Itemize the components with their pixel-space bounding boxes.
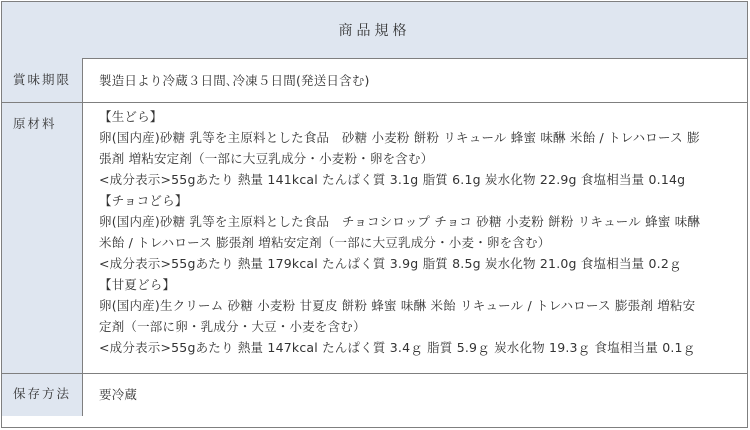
ingredients-line: 定剤（一部に卵・乳成分・大豆・小麦を含む） [99, 319, 366, 334]
page-title: 商品規格 [338, 23, 411, 39]
spec-table-header [2, 2, 747, 59]
expiry-value: 製造日より冷蔵３日間､冷凍５日間(発送日含む) [99, 73, 370, 88]
section-heading-amanatsu-dora: 【甘夏どら】 [99, 277, 176, 292]
expiry-label: 賞味期限 [2, 58, 83, 102]
ingredients-line: 米飴 / トレハロース 膨張剤 増粘安定剤（一部に大豆乳成分・小麦・卵を含む） [99, 235, 551, 250]
ingredients-line: 卵(国内産)砂糖 乳等を主原料とした食品 砂糖 小麦粉 餅粉 リキュール 蜂蜜 味醂 米飴 / トレハロース 膨 [99, 130, 700, 145]
section-heading-choco-dora: 【チョコどら】 [99, 193, 188, 208]
materials-value [99, 103, 735, 358]
section-heading-nama-dora: 【生どら】 [99, 109, 163, 124]
storage-row [2, 374, 747, 416]
product-spec-table [1, 1, 748, 428]
ingredients-line: 卵(国内産)砂糖 乳等を主原料とした食品 チョコシロップ チョコ 砂糖 小麦粉 餅粉 リキュール 蜂蜜 味醂 [99, 214, 701, 229]
nutrition-line: <成分表示>55gあたり 熱量 141kcal たんぱく質 3.1g 脂質 6.1g 炭水化物 22.9g 食塩相当量 0.14g [99, 172, 686, 187]
ingredients-line: 張剤 増粘安定剤（一部に大豆乳成分・小麦粉・卵を含む） [99, 151, 434, 166]
materials-label: 原材料 [2, 103, 83, 373]
storage-label: 保存方法 [2, 374, 83, 416]
materials-row [2, 103, 747, 374]
ingredients-line: 卵(国内産)生クリーム 砂糖 小麦粉 甘夏皮 餅粉 蜂蜜 味醂 米飴 リキュール / トレハロース 膨張剤 増粘安 [99, 298, 696, 313]
nutrition-line: <成分表示>55gあたり 熱量 147kcal たんぱく質 3.4ｇ 脂質 5.9ｇ 炭水化物 19.3ｇ 食塩相当量 0.1ｇ [99, 340, 696, 355]
expiry-row [2, 58, 747, 103]
nutrition-line: <成分表示>55gあたり 熱量 179kcal たんぱく質 3.9g 脂質 8.5g 炭水化物 21.0g 食塩相当量 0.2ｇ [99, 256, 682, 271]
storage-value: 要冷蔵 [99, 387, 138, 402]
